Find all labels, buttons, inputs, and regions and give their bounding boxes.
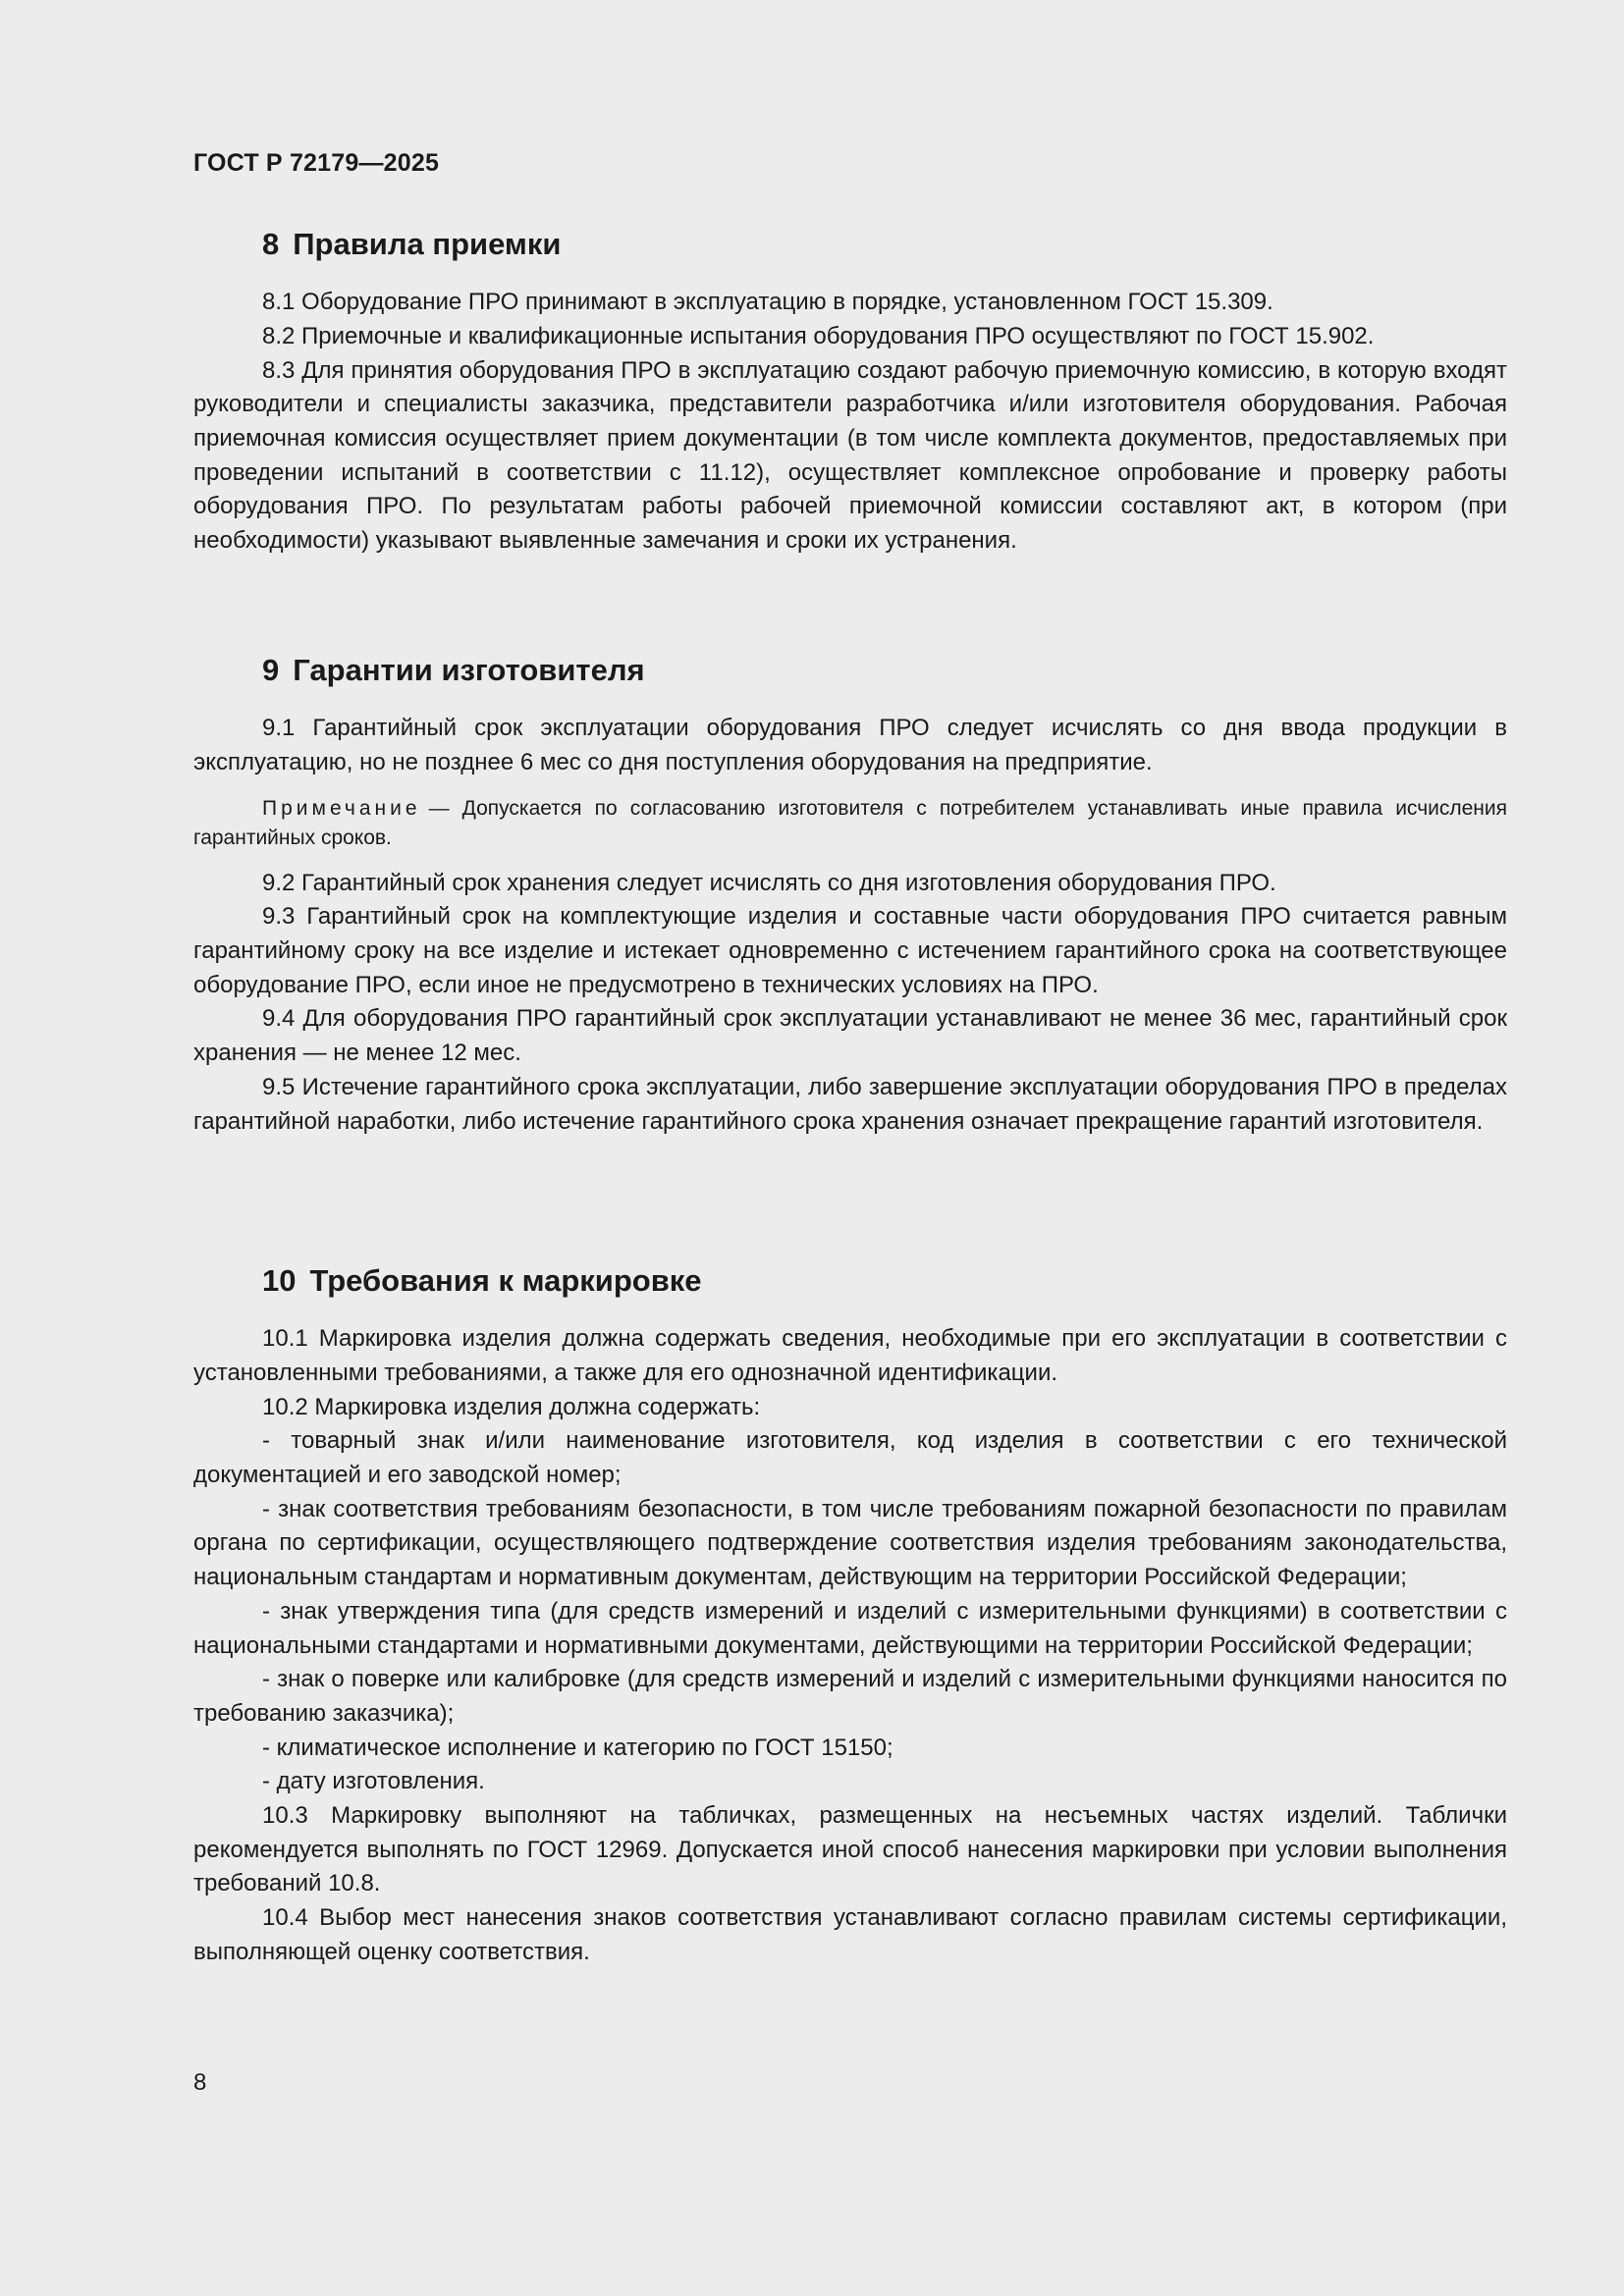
section-9-title <box>262 652 1507 688</box>
page-number: 8 <box>193 2069 207 2096</box>
section-9-number: 9 <box>262 653 280 687</box>
paragraph-9-3: 9.3 Гарантийный срок на комплектующие изделия и составные части оборудования ПРО считается равным гарантийному сроку на все изделие и истекает одновременно с истечением гарантийного срока на соответствующее оборудование ПРО, если иное не предусмотрено в технических условиях на ПРО. <box>193 903 1507 998</box>
section-10-title <box>262 1262 1507 1299</box>
paragraph-8-3: 8.3 Для принятия оборудования ПРО в эксплуатацию создают рабочую приемочную комиссию, в которую входят руководители и специалисты заказчика, представители разработчика и/или изготовителя оборудования. Рабочая приемочная комиссия осуществляет прием документации (в том числе комплекта документов, предоставляемых при проведении испытаний в соответствии с 11.12), осуществляет комплексное опробование и проверку работы оборудования ПРО. По результатам работы рабочей приемочной комиссии составляют акт, в котором (при необходимости) указывают выявленные замечания и сроки их устранения. <box>193 356 1507 555</box>
paragraph-10-2: 10.2 Маркировка изделия должна содержать: <box>262 1393 761 1420</box>
note-9-1 <box>193 794 1507 853</box>
note-label: Примечание <box>262 796 421 820</box>
paragraph-9-4: 9.4 Для оборудования ПРО гарантийный срок эксплуатации устанавливают не менее 36 мес, гарантийный срок хранения — не менее 12 мес. <box>193 1005 1507 1067</box>
document-page <box>193 145 1507 2109</box>
list-item-verification-mark: - знак о поверке или калибровке (для средств измерений и изделий с измерительными функциями наносится по требованию заказчика); <box>193 1666 1507 1727</box>
list-item-type-approval-mark: - знак утверждения типа (для средств измерений и изделий с измерительными функциями) в соответствии с национальными стандартами и нормативными документами, действующими на территории Российской Федерации; <box>193 1597 1507 1659</box>
list-item-manufacture-date: - дату изготовления. <box>262 1768 485 1795</box>
section-10-number: 10 <box>262 1263 297 1298</box>
paragraph-8-2: 8.2 Приемочные и квалификационные испытания оборудования ПРО осуществляют по ГОСТ 15.902. <box>262 322 1375 349</box>
section-8 <box>193 226 1507 559</box>
paragraph-9-2: 9.2 Гарантийный срок хранения следует исчислять со дня изготовления оборудования ПРО. <box>262 869 1276 896</box>
section-8-title <box>262 226 1507 262</box>
list-item-trademark: - товарный знак и/или наименование изготовителя, код изделия в соответствии с его технической документацией и его заводской номер; <box>193 1427 1507 1488</box>
paragraph-8-1: 8.1 Оборудование ПРО принимают в эксплуатацию в порядке, установленном ГОСТ 15.309. <box>262 289 1273 316</box>
paragraph-9-1: 9.1 Гарантийный срок эксплуатации оборудования ПРО следует исчислять со дня ввода продукции в эксплуатацию, но не позднее 6 мес со дня поступления оборудования на предприятие. <box>193 715 1507 775</box>
list-item-conformity-mark: - знак соответствия требованиям безопасности, в том числе требованиям пожарной безопасности по правилам органа по сертификации, осуществляющего подтверждение соответствия изделия требованиям законодательства, национальным стандартам и нормативным документам, действующим на территории Российской Федерации; <box>193 1495 1507 1591</box>
section-8-number: 8 <box>262 227 280 261</box>
paragraph-10-1: 10.1 Маркировка изделия должна содержать сведения, необходимые при его эксплуатации в соответствии с установленными требованиями, а также для его однозначной идентификации. <box>193 1325 1507 1386</box>
section-9 <box>193 652 1507 1139</box>
section-10 <box>193 1262 1507 1970</box>
section-10-heading: Требования к маркировке <box>309 1263 702 1298</box>
note-text: — Допускается по согласованию изготовителя с потребителем устанавливать иные правила исчисления гарантийных сроков. <box>193 796 1507 849</box>
section-9-heading: Гарантии изготовителя <box>293 653 645 687</box>
section-8-heading: Правила приемки <box>293 227 562 261</box>
paragraph-10-4: 10.4 Выбор мест нанесения знаков соответствия устанавливают согласно правилам системы сертификации, выполняющей оценку соответствия. <box>193 1904 1507 1965</box>
paragraph-10-3: 10.3 Маркировку выполняют на табличках, размещенных на несъемных частях изделий. Таблички рекомендуется выполнять по ГОСТ 12969. Допускается иной способ нанесения маркировки при условии выполнения требований 10.8. <box>193 1802 1507 1897</box>
document-id-header: ГОСТ Р 72179—2025 <box>193 149 440 177</box>
paragraph-9-5: 9.5 Истечение гарантийного срока эксплуатации, либо завершение эксплуатации оборудования ПРО в пределах гарантийной наработки, либо истечение гарантийного срока хранения означает прекращение гарантий изготовителя. <box>193 1073 1507 1135</box>
list-item-climatic-version: - климатическое исполнение и категорию по ГОСТ 15150; <box>262 1734 893 1761</box>
